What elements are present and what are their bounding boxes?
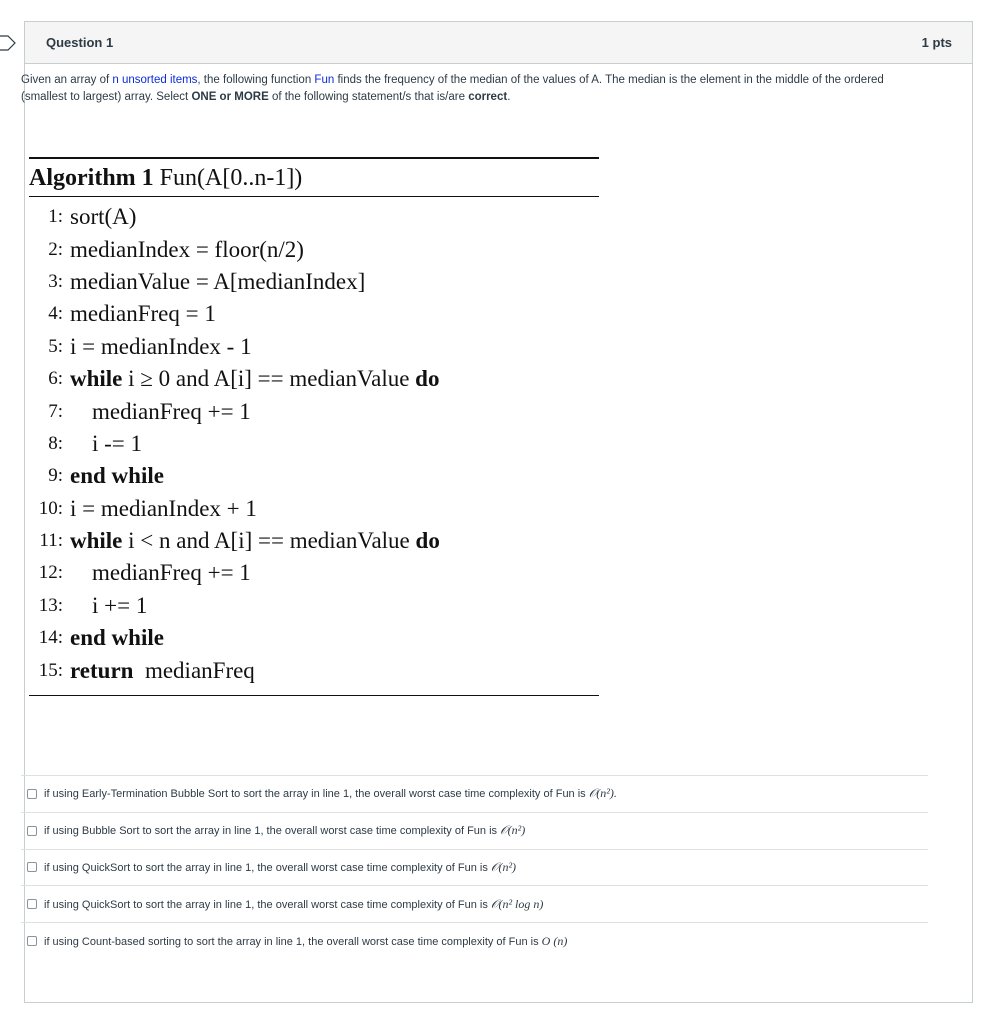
question-points: 1 pts <box>921 35 952 50</box>
answer-checkbox[interactable] <box>27 936 37 946</box>
algo-line-10: 10: i = medianIndex + 1 <box>38 495 257 521</box>
algorithm-title: Algorithm 1 Fun(A[0..n-1]) <box>29 159 599 197</box>
n-unsorted-items-text: n unsorted items <box>112 74 198 86</box>
algo-line-9: 9: end while <box>48 463 164 489</box>
answer-option[interactable] <box>21 849 928 886</box>
answer-option[interactable] <box>21 922 928 959</box>
algo-line-11: 11: while i < n and A[i] == medianValue do <box>39 528 440 554</box>
algo-line-12: 12: medianFreq += 1 <box>38 560 251 586</box>
answer-label: if using Early-Termination Bubble Sort to sort the array in line 1, the overall worst case time complexity of Fun is 𝒪(n²). <box>44 786 617 801</box>
algo-line-8: 8: i -= 1 <box>48 430 143 456</box>
algo-line-7: 7: medianFreq += 1 <box>48 398 251 424</box>
algo-line-15: 15: return medianFreq <box>38 657 255 683</box>
algorithm-block <box>29 157 599 696</box>
answer-checkbox[interactable] <box>27 789 37 799</box>
answer-label: if using QuickSort to sort the array in line 1, the overall worst case time complexity of Fun is 𝒪(n² log n) <box>44 896 544 911</box>
algo-line-13: 13: i += 1 <box>38 592 148 618</box>
question-text: Given an array of n unsorted items, the following function Fun finds the frequency of the median of the values of A. The median is the element in the middle of the ordered (smallest to largest) array. Select ONE or MORE of the following statement/s that is/are correct. <box>21 74 884 103</box>
algo-line-1: 1: sort(A) <box>48 204 137 230</box>
algo-line-5: 5: i = medianIndex - 1 <box>48 333 252 359</box>
answer-label: if using Count-based sorting to sort the array in line 1, the overall worst case time complexity of Fun is O (n) <box>44 933 568 948</box>
question-title: Question 1 <box>46 35 114 50</box>
answer-option[interactable] <box>21 885 928 922</box>
fun-text: Fun <box>314 74 335 86</box>
answer-checkbox[interactable] <box>27 862 37 872</box>
answer-label: if using Bubble Sort to sort the array in line 1, the overall worst case time complexity of Fun is 𝒪(n²) <box>44 823 526 838</box>
algo-line-14: 14: end while <box>38 625 164 651</box>
answer-option[interactable] <box>21 775 928 812</box>
answer-checkbox[interactable] <box>27 899 37 909</box>
answer-options <box>21 775 928 959</box>
algorithm-lines <box>29 197 599 696</box>
answer-label: if using QuickSort to sort the array in line 1, the overall worst case time complexity of Fun is 𝒪(n²) <box>44 859 517 874</box>
algo-line-6: 6: while i ≥ 0 and A[i] == medianValue do <box>48 366 440 392</box>
bookmark-icon[interactable] <box>0 35 16 51</box>
question-header <box>25 22 972 64</box>
algo-line-2: 2: medianIndex = floor(n/2) <box>48 236 304 262</box>
algo-line-4: 4: medianFreq = 1 <box>48 301 216 327</box>
answer-checkbox[interactable] <box>27 826 37 836</box>
answer-option[interactable] <box>21 812 928 849</box>
algo-line-3: 3: medianValue = A[medianIndex] <box>48 268 366 294</box>
